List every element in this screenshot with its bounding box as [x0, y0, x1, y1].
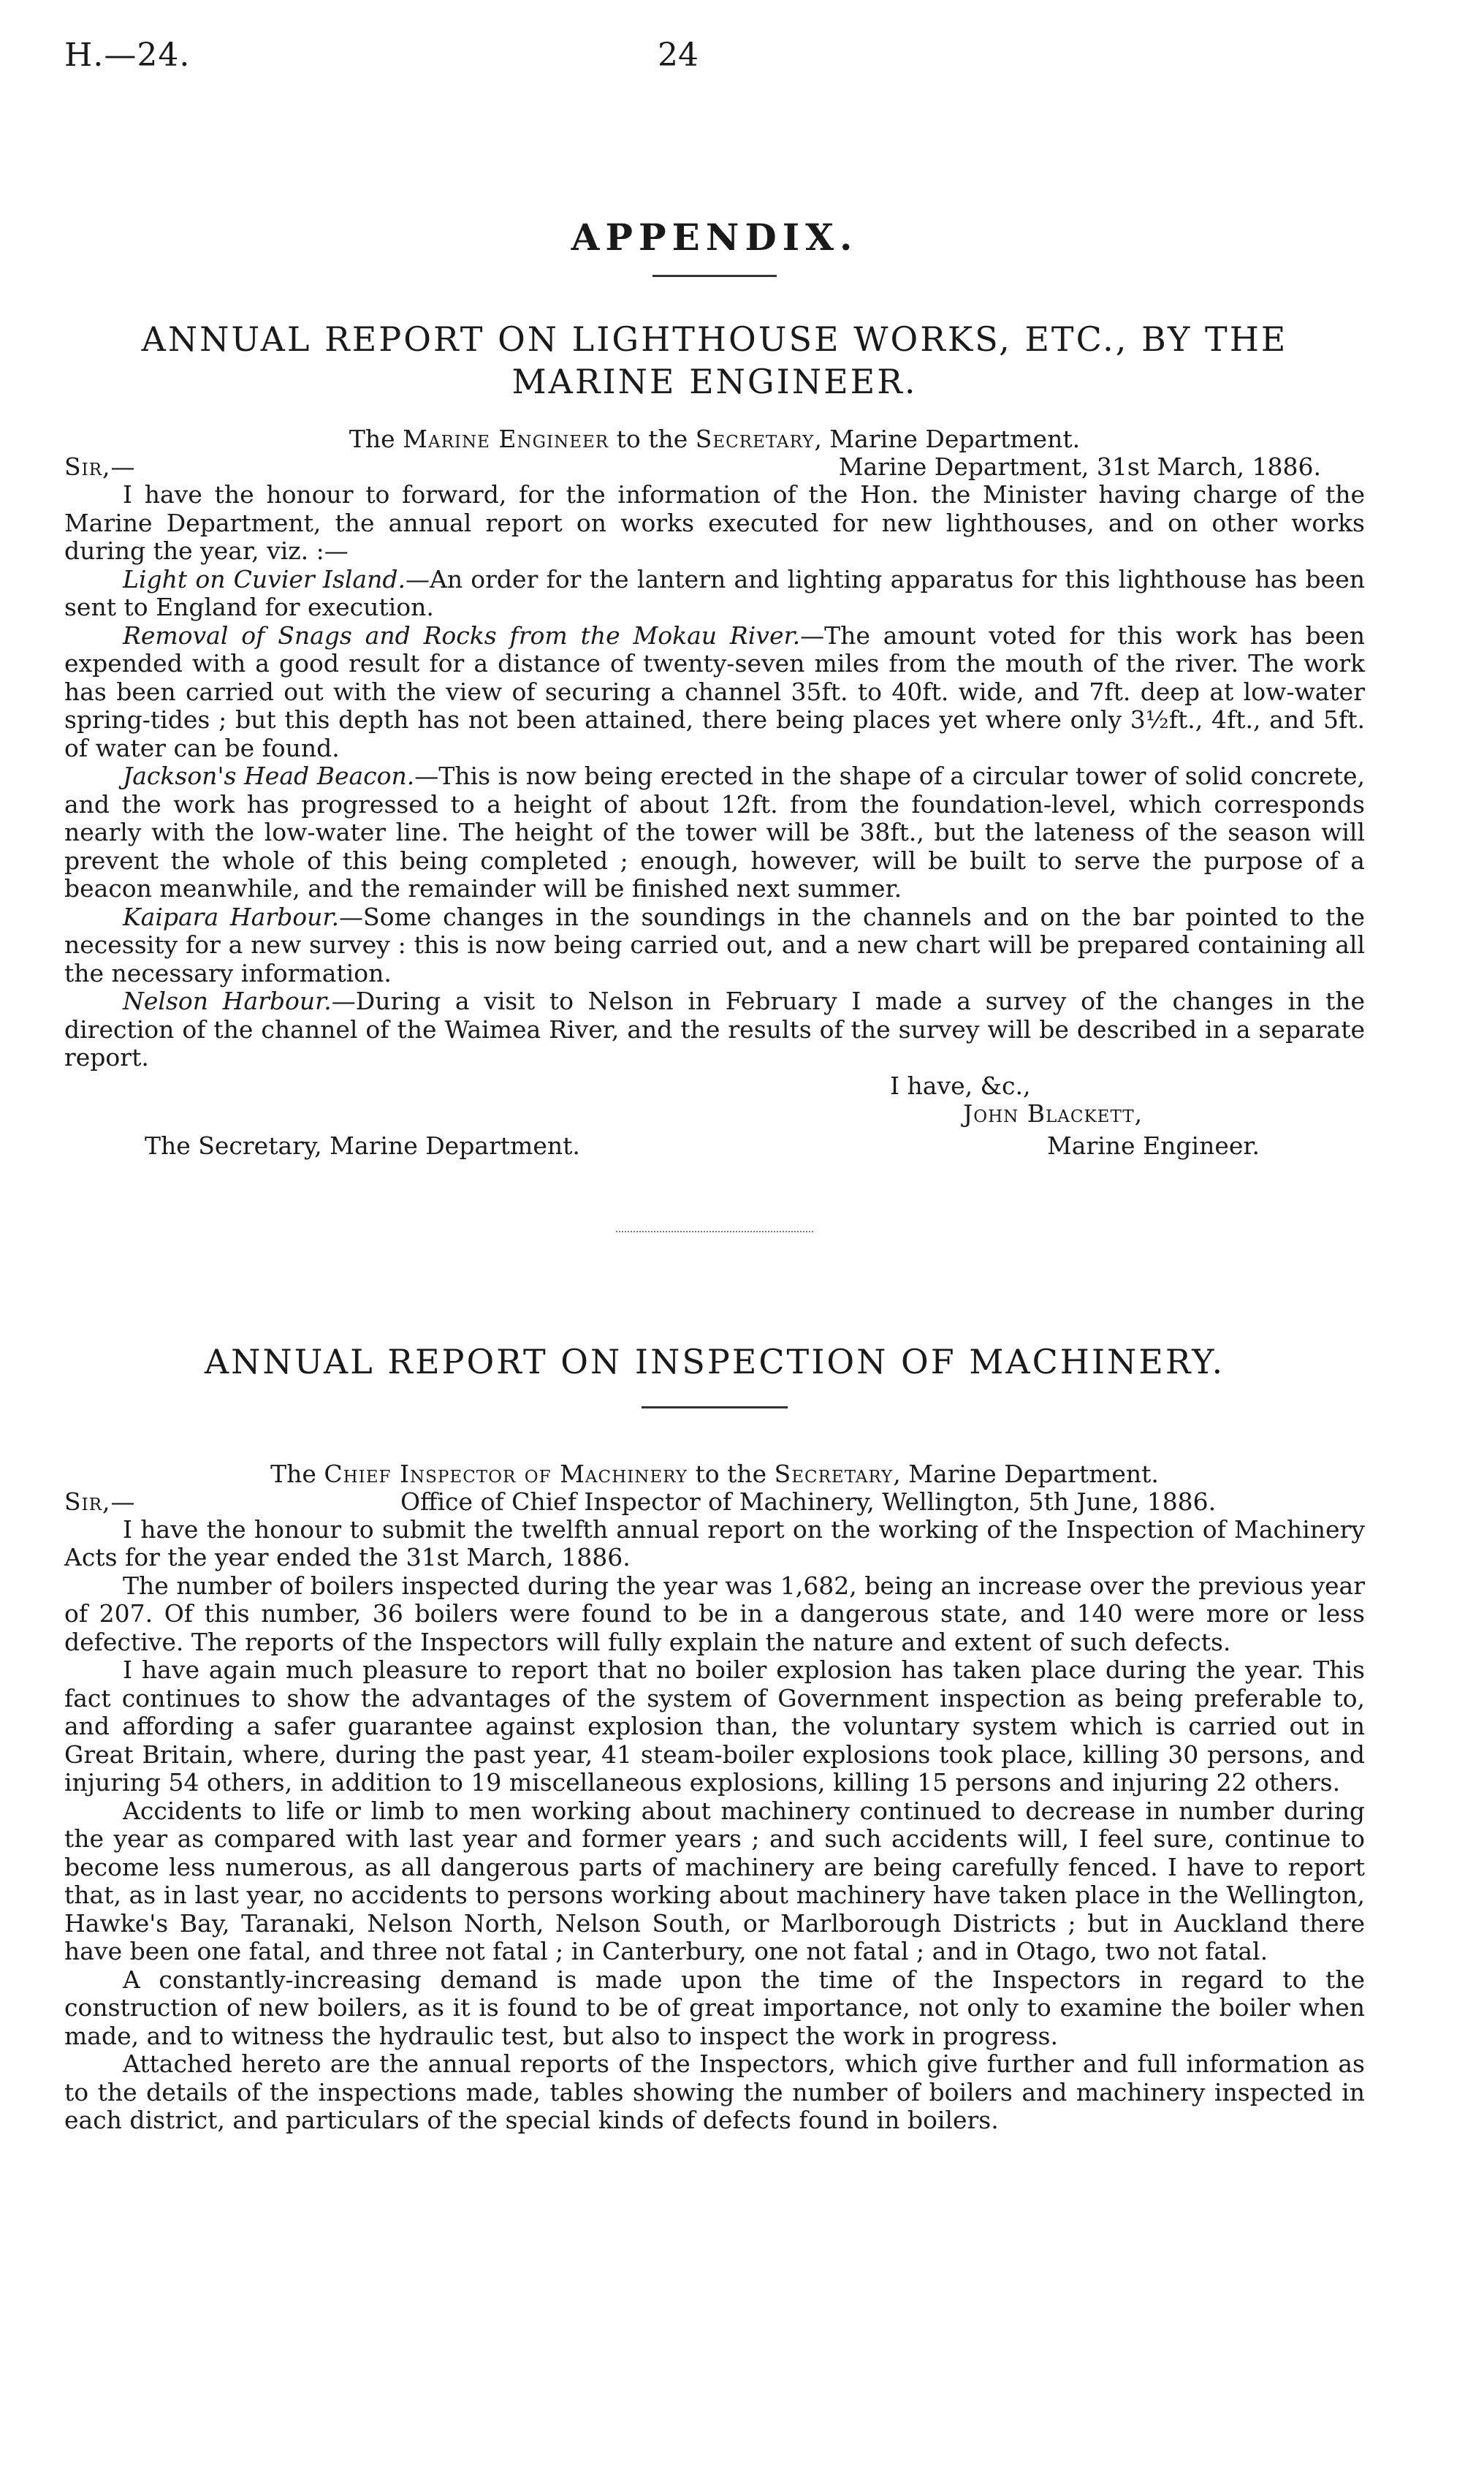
dateline: Marine Department, 31st March, 1886. — [838, 452, 1321, 481]
signer-name: John Blackett, — [963, 1099, 1144, 1128]
lighthouse-letter-head: The Marine Engineer to the Secretary, Marine Department. — [349, 425, 1081, 453]
document-reference: H.—24. — [64, 37, 191, 74]
item-heading: Nelson Harbour. — [123, 987, 332, 1015]
item-text: —Some changes in the soundings in the channels and on the bar pointed to the necessity for a new survey : this is now being carried out, and a new chart will be prepared containing all the necessary information. — [64, 902, 1365, 987]
section-divider — [616, 1231, 813, 1232]
letter-dept: , Marine Department. — [893, 1459, 1159, 1488]
letter-dept: , Marine Department. — [814, 425, 1081, 453]
item-heading: Jackson's Head Beacon. — [123, 762, 415, 790]
machinery-report-title: ANNUAL REPORT ON INSPECTION OF MACHINERY. — [204, 1341, 1225, 1381]
addressee: The Secretary, Marine Department. — [145, 1131, 580, 1160]
lighthouse-report-title — [64, 318, 1365, 403]
item-text: —The amount voted for this work has been expended with a good result for a distance of twenty-seven miles from the mouth of the river. The work has been carried out with the view of securing a channel 35ft. to 40ft. wide, and 7ft. deep at low-water spring-tides ; but this depth has not been attained, there being places yet where only 3½ft., 4ft., and 5ft. of water can be found. — [64, 621, 1366, 762]
lighthouse-letter-body — [64, 453, 1365, 1161]
page-header — [64, 37, 1365, 88]
letter-to-word: to the — [616, 425, 688, 453]
letter-to-word: to the — [695, 1459, 767, 1488]
salutation: Sir,— — [64, 1487, 136, 1516]
body-paragraph: The number of boilers inspected during the year was 1,682, being an increase over the previous year of 207. Of this number, 36 boilers were found to be in a dangerous state, and 140 were more or less defective. The reports of the Inspectors will fully explain the nature and extent of such defects. — [64, 1571, 1365, 1656]
body-paragraph: Attached hereto are the annual reports of the Inspectors, which give further and full information as to the details of the inspections made, tables showing the number of boilers and machinery inspected in each district, and particulars of the special kinds of defects found in boilers. — [64, 2049, 1365, 2134]
letter-to: Secretary — [774, 1459, 894, 1488]
page-number: 24 — [658, 37, 699, 74]
machinery-letter-body — [64, 1488, 1365, 2135]
salutation: Sir,— — [64, 452, 136, 481]
appendix-heading: APPENDIX. — [571, 216, 859, 259]
title-line-2: MARINE ENGINEER. — [511, 362, 918, 401]
item-text: —During a visit to Nelson in February I made a survey of the changes in the direction of the channel of the Waimea River, and the results of the survey will be described in a separate report. — [64, 987, 1365, 1072]
signer-title: Marine Engineer. — [1047, 1131, 1260, 1160]
salutation-row — [64, 453, 1365, 481]
heading-rule — [642, 1406, 788, 1408]
body-paragraph: Accidents to life or limb to men working about machinery continued to decrease in number during the year as compared with last year and former years ; and such accidents will, I feel sure, continue to become less numerous, as all dangerous parts of machinery are being carefully fenced. I have to report that, as in last year, no accidents to persons working about machinery have taken place in the Wellington, Hawke's Bay, Taranaki, Nelson North, Nelson South, or Marlborough Districts ; but in Auckland there have been one fatal, and three not fatal ; in Canterbury, one not fatal ; and in Otago, two not fatal. — [64, 1796, 1365, 1965]
item-heading: Light on Cuvier Island. — [123, 564, 406, 593]
document-page — [64, 37, 1365, 2135]
body-paragraph: I have again much pleasure to report that no boiler explosion has taken place during the year. This fact continues to show the advantages of the system of Government inspection as being preferable to, and affording a safer guarantee against explosion than, the voluntary system which is carried out in Great Britain, where, during the past year, 41 steam-boiler explosions took place, killing 30 persons, and injuring 54 others, in addition to 19 miscellaneous explosions, killing 15 persons and injuring 22 others. — [64, 1656, 1365, 1797]
item-paragraph — [64, 903, 1365, 988]
closing-row — [64, 1072, 1365, 1100]
letter-to: Secretary — [695, 425, 815, 453]
heading-rule — [652, 275, 777, 277]
item-text: —This is now being erected in the shape of a circular tower of solid concrete, and the work has progressed to a height of about 12ft. from the foundation-level, which corresponds nearly with the low-water line. The height of the tower will be 38ft., but the lateness of the season will prevent the whole of this being completed ; enough, however, will be built to serve the purpose of a beacon meanwhile, and the remainder will be finished next summer. — [64, 762, 1365, 903]
dateline: Office of Chief Inspector of Machinery, Wellington, 5th June, 1886. — [400, 1487, 1217, 1516]
closing: I have, &c., — [890, 1071, 1031, 1100]
item-paragraph — [64, 987, 1365, 1072]
machinery-letter-head: The Chief Inspector of Machinery to the Secretary, Marine Department. — [270, 1459, 1159, 1488]
intro-paragraph: I have the honour to forward, for the information of the Hon. the Minister having charge of the Marine Department, the annual report on works executed for new lighthouses, and on other works during the year, viz. :— — [64, 480, 1365, 565]
item-heading: Kaipara Harbour. — [123, 902, 340, 931]
addressee-row — [64, 1128, 1365, 1161]
title-line-1: ANNUAL REPORT ON LIGHTHOUSE WORKS, ETC., BY THE — [141, 319, 1288, 359]
letter-from: Chief Inspector of Machinery — [324, 1459, 688, 1488]
item-paragraph — [64, 566, 1365, 622]
item-paragraph — [64, 622, 1365, 763]
item-heading: Removal of Snags and Rocks from the Mokau River. — [123, 621, 801, 650]
item-paragraph — [64, 762, 1365, 903]
letter-from: Marine Engineer — [403, 425, 609, 453]
salutation-row — [64, 1488, 1365, 1516]
signer-row — [64, 1100, 1365, 1128]
body-paragraph: A constantly-increasing demand is made upon the time of the Inspectors in regard to the construction of new boilers, as it is found to be of great importance, not only to examine the boiler when made, and to witness the hydraulic test, but also to inspect the work in progress. — [64, 1965, 1365, 2050]
item-text: —An order for the lantern and lighting apparatus for this lighthouse has been sent to England for execution. — [64, 564, 1365, 621]
body-paragraph: I have the honour to submit the twelfth annual report on the working of the Inspection of Machinery Acts for the year ended the 31st March, 1886. — [64, 1514, 1365, 1571]
